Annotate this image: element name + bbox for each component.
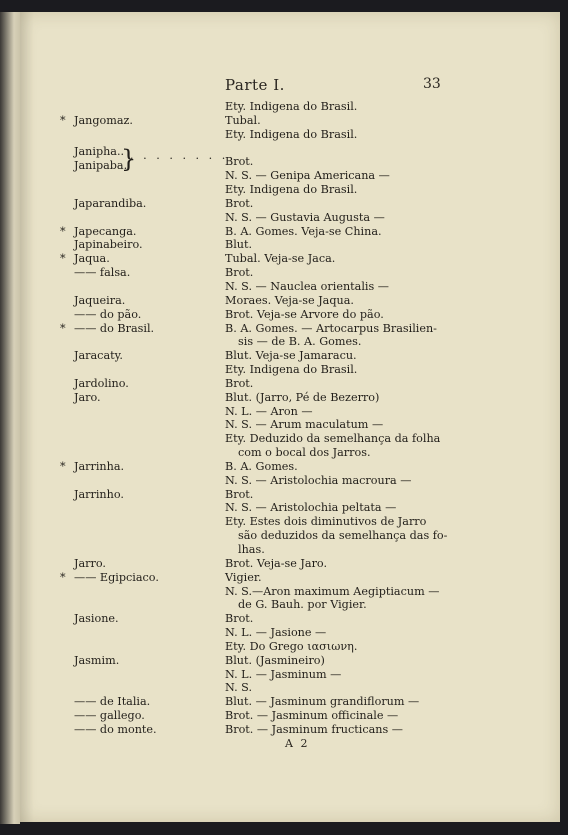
- entry-definition: N. S. — Aristolochia peltata —: [225, 501, 397, 515]
- entry-line: [0, 501, 568, 515]
- entry-definition: Brot.: [225, 612, 254, 626]
- running-title: Parte I.: [225, 76, 285, 94]
- entry-headword: Jasmim.: [74, 653, 120, 667]
- entry-definition: Blut. (Jarro, Pé de Bezerro): [225, 390, 380, 404]
- entry-line: [0, 225, 568, 239]
- entry-line: [0, 543, 568, 557]
- entry-line: [0, 294, 568, 308]
- entry-line: [0, 100, 568, 114]
- entry-headword: Jaro.: [74, 390, 101, 404]
- entry-line: [0, 585, 568, 599]
- entry-line: [0, 142, 568, 156]
- entry-line: [0, 474, 568, 488]
- entry-line: [0, 418, 568, 432]
- entry-definition: Blut. (Jasmineiro): [225, 653, 325, 667]
- entry-line: [0, 349, 568, 363]
- dictionary-entries: [0, 100, 568, 737]
- entry-headword: Japecanga.: [74, 224, 137, 238]
- entry-line: [0, 432, 568, 446]
- entry-definition: Brot.: [225, 487, 254, 501]
- entry-headword: Japarandiba.: [74, 196, 147, 210]
- entry-definition: N. S.—Aron maximum Aegiptiacum —: [225, 584, 440, 598]
- entry-line: [0, 308, 568, 322]
- entry-definition: Brot.: [225, 196, 254, 210]
- entry-headword: Janipaba.: [74, 159, 128, 172]
- entry-definition: B. A. Gomes.: [225, 459, 298, 473]
- entry-definition: Ety. Indigena do Brasil.: [225, 127, 358, 141]
- entry-headword: Jardolino.: [74, 376, 129, 390]
- entry-asterisk: *: [60, 459, 66, 473]
- entry-asterisk: *: [60, 570, 66, 584]
- entry-definition: Vigier.: [225, 570, 262, 584]
- entry-line: [0, 640, 568, 654]
- entry-line: [0, 405, 568, 419]
- entry-definition: Ety. Deduzido da semelhança da folha: [225, 432, 441, 446]
- entry-definition: N. S. — Aristolochia macroura —: [225, 473, 412, 487]
- entry-definition: Blut.: [225, 238, 253, 252]
- entry-continuation: sis — de B. A. Gomes.: [238, 335, 362, 349]
- entry-line: [0, 695, 568, 709]
- entry-line: [0, 114, 568, 128]
- page-number: 33: [423, 76, 441, 92]
- entry-definition: B. A. Gomes. — Artocarpus Brasilien-: [225, 321, 437, 335]
- entry-line: [0, 668, 568, 682]
- entry-definition: N. L. — Aron —: [225, 404, 313, 418]
- entry-line: [0, 280, 568, 294]
- entry-headword: —— do Brasil.: [74, 321, 155, 335]
- entry-definition: Tubal. Veja-se Jaca.: [225, 252, 336, 266]
- entry-definition: N. S.: [225, 681, 253, 695]
- entry-definition: N. S. — Gustavia Augusta —: [225, 210, 385, 224]
- entry-definition: Ety. Indigena do Brasil.: [225, 363, 358, 377]
- entry-definition: Ety. Estes dois diminutivos de Jarro: [225, 515, 427, 529]
- entry-line: [0, 363, 568, 377]
- entry-headword: —— Egipciaco.: [74, 570, 159, 584]
- entry-line: [0, 391, 568, 405]
- page-header: [0, 76, 568, 96]
- entry-asterisk: *: [60, 224, 66, 238]
- entry-headword: Jarrinho.: [74, 487, 124, 501]
- entry-headword: Jaracaty.: [74, 349, 123, 363]
- entry-line: [0, 266, 568, 280]
- entry-line: [0, 169, 568, 183]
- entry-headword: Jasione.: [74, 612, 119, 626]
- entry-definition: Brot.: [225, 376, 254, 390]
- leader-dots: · · · · · · · ·: [130, 152, 229, 165]
- entry-headword: —— falsa.: [74, 266, 131, 280]
- entry-line: [0, 571, 568, 585]
- entry-line: [0, 155, 568, 169]
- entry-line: [0, 252, 568, 266]
- entry-definition: Tubal.: [225, 113, 261, 127]
- entry-headword: —— de Italia.: [74, 695, 151, 709]
- entry-definition: Ety. Indigena do Brasil.: [225, 100, 358, 113]
- entry-definition: Moraes. Veja-se Jaqua.: [225, 293, 354, 307]
- entry-headword: Jarro.: [74, 556, 106, 570]
- entry-definition: Brot. — Jasminum fructicans —: [225, 722, 403, 736]
- entry-line: [0, 335, 568, 349]
- entry-line: [0, 197, 568, 211]
- entry-definition: Ety. Indigena do Brasil.: [225, 183, 358, 197]
- entry-definition: N. S. — Nauclea orientalis —: [225, 279, 389, 293]
- entry-line: [0, 488, 568, 502]
- entry-headword: Jaqueira.: [74, 293, 126, 307]
- entry-continuation: de G. Bauh. por Vigier.: [238, 598, 367, 612]
- entry-definition: N. S. — Genipa Americana —: [225, 169, 390, 183]
- entry-line: [0, 446, 568, 460]
- entry-line: [0, 460, 568, 474]
- entry-definition: Brot. Veja-se Arvore do pão.: [225, 307, 384, 321]
- entry-line: [0, 626, 568, 640]
- brace-glyph: }: [121, 145, 137, 173]
- entry-line: [0, 377, 568, 391]
- entry-definition: B. A. Gomes. Veja-se China.: [225, 224, 382, 238]
- entry-definition: N. L. — Jasminum —: [225, 667, 342, 681]
- entry-definition: Brot.: [225, 266, 254, 280]
- entry-line: [0, 709, 568, 723]
- entry-definition: N. S. — Arum maculatum —: [225, 418, 384, 432]
- entry-definition: Blut. — Jasminum grandiflorum —: [225, 695, 420, 709]
- entry-headword: Janipha..: [74, 145, 125, 158]
- entry-line: [0, 723, 568, 737]
- entry-continuation: com o bocal dos Jarros.: [238, 446, 371, 460]
- entry-line: [0, 654, 568, 668]
- entry-line: [0, 681, 568, 695]
- entry-definition: Brot.: [225, 155, 254, 169]
- entry-continuation: lhas.: [238, 543, 265, 556]
- entry-line: [0, 529, 568, 543]
- entry-line: [0, 557, 568, 571]
- entry-line: [0, 322, 568, 336]
- entry-headword: —— do pão.: [74, 307, 142, 321]
- entry-asterisk: *: [60, 113, 66, 127]
- entry-definition: N. L. — Jasione —: [225, 626, 327, 640]
- entry-definition: Ety. Do Grego ιασιωνη.: [225, 639, 358, 653]
- entry-asterisk: *: [60, 321, 66, 335]
- entry-line: [0, 515, 568, 529]
- entry-headword: Japinabeiro.: [74, 238, 143, 252]
- entry-asterisk: *: [60, 252, 66, 266]
- entry-line: [0, 612, 568, 626]
- entry-headword: Jaqua.: [74, 252, 110, 266]
- entry-headword: Jarrinha.: [74, 459, 125, 473]
- entry-line: [0, 598, 568, 612]
- entry-line: [0, 211, 568, 225]
- entry-headword: Jangomaz.: [74, 113, 133, 127]
- signature-mark: A 2: [285, 737, 310, 750]
- entry-definition: Blut. Veja-se Jamaracu.: [225, 349, 357, 363]
- entry-continuation: são deduzidos da semelhança das fo-: [238, 529, 448, 543]
- entry-definition: Brot. — Jasminum officinale —: [225, 709, 399, 723]
- entry-line: [0, 128, 568, 142]
- entry-definition: Brot. Veja-se Jaro.: [225, 556, 328, 570]
- entry-line: [0, 238, 568, 252]
- entry-headword: —— gallego.: [74, 709, 145, 723]
- entry-line: [0, 183, 568, 197]
- entry-headword: —— do monte.: [74, 722, 157, 736]
